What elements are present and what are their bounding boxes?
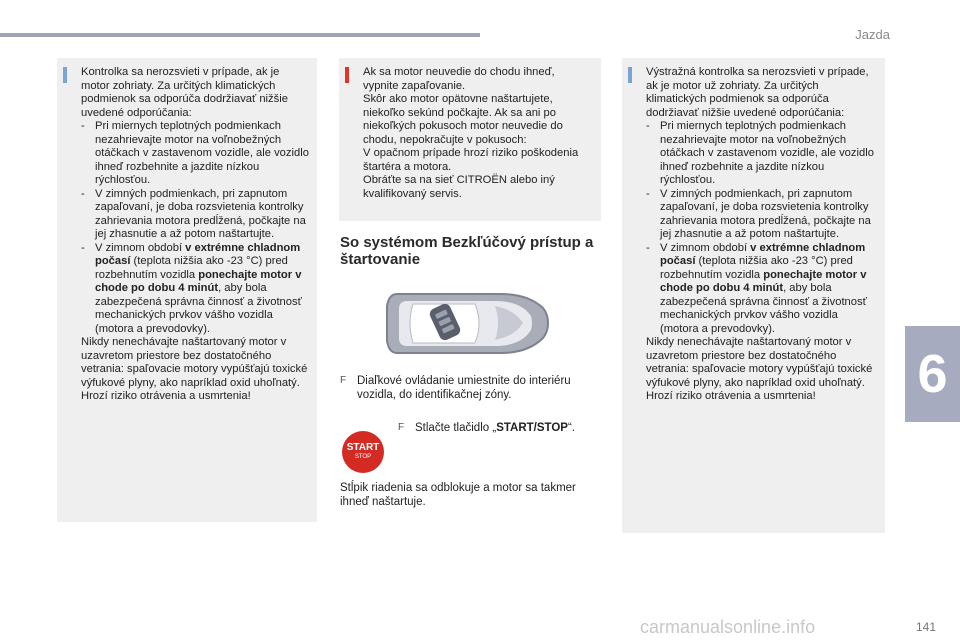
info-intro: Výstražná kontrolka sa nerozsvieti v prípade, ak je motor už zohriaty. Za určitých klimatických podmienok sa odporúča dodržiavať nižšie uvedené odporúčania: bbox=[646, 66, 869, 119]
list-item: - V zimných podmienkach, pri zapnutom zapaľovaní, je doba rozsvietenia kontrolky zahrievania motora predĺžená, počkajte na jej zhasnutie a až potom naštartujte. bbox=[646, 188, 877, 242]
info-box-left bbox=[57, 58, 317, 522]
watermark: carmanualsonline.info bbox=[640, 617, 816, 637]
step-remote bbox=[340, 374, 598, 402]
list-item: - V zimnom období v extrémne chladnom počasí (teplota nižšia ako -23 °C) pred rozbehnutím vozidla ponechajte motor v chode po dobu 4 minút, aby bola zabezpečená správna činnosť a životnosť mechanických prvkov vášho vozidla (motora a prevodovky). bbox=[81, 242, 309, 337]
info-intro: Kontrolka sa nerozsvieti v prípade, ak je motor zohriaty. Za určitých klimatických podmienok sa odporúča dodržiavať nižšie uvedené odporúčania: bbox=[81, 66, 288, 119]
warning-line: Obráťte sa na sieť CITROËN alebo iný kvalifikovaný servis. bbox=[363, 174, 555, 200]
page-number: 141 bbox=[915, 620, 936, 634]
section-title-header: Jazda bbox=[855, 27, 890, 42]
step-text: Diaľkové ovládanie umiestnite do interiéru vozidla, do identifikačnej zóny. bbox=[357, 375, 571, 401]
info-box-right-text bbox=[646, 66, 877, 404]
step-text: Stlačte tlačidlo „START/STOP“. bbox=[415, 422, 575, 434]
chapter-tab: 6 bbox=[905, 326, 960, 422]
step-press-button bbox=[398, 421, 598, 435]
step-marker-icon: F bbox=[340, 375, 347, 386]
info-bar-icon bbox=[628, 67, 632, 83]
warning-line: Ak sa motor neuvedie do chodu ihneď, vypnite zapaľovanie. bbox=[363, 66, 555, 92]
list-item: - V zimnom období v extrémne chladnom počasí (teplota nižšia ako -23 °C) pred rozbehnutím vozidla ponechajte motor v chode po dobu 4 minút, aby bola zabezpečená správna činnosť a životnosť mechanických prvkov vášho vozidla (motora a prevodovky). bbox=[646, 242, 877, 337]
warning-line: V opačnom prípade hrozí riziko poškodenia štartéra a motora. bbox=[363, 147, 579, 173]
warning-bar-icon bbox=[345, 67, 349, 83]
result-text: Stĺpik riadenia sa odblokuje a motor sa takmer ihneď naštartuje. bbox=[340, 482, 576, 508]
car-with-key-icon bbox=[383, 286, 551, 361]
info-box-left-text bbox=[81, 66, 309, 404]
warning-box bbox=[339, 58, 601, 221]
info-outro: Nikdy nenechávajte naštartovaný motor v uzavretom priestore bez dostatočného vetrania: spaľovacie motory vypúšťajú toxické výfukové plyny, ako napríklad oxid uhoľnatý. Hrozí riziko otrávenia a usmrtenia! bbox=[81, 336, 308, 402]
start-stop-button-icon: START STOP bbox=[342, 431, 384, 473]
header-accent-bar bbox=[0, 33, 480, 37]
list-item: - Pri miernych teplotných podmienkach nezahrievajte motor na voľnobežných otáčkach v zastavenom vozidle, ale vozidlo ihneď rozbehnite a jazdite nízkou rýchlosťou. bbox=[81, 120, 309, 188]
info-list bbox=[646, 120, 877, 336]
info-bar-icon bbox=[63, 67, 67, 83]
info-outro: Nikdy nenechávajte naštartovaný motor v uzavretom priestore bez dostatočného vetrania: spaľovacie motory vypúšťajú toxické výfukové plyny, ako napríklad oxid uhoľnatý. Hrozí riziko otrávenia a usmrtenia! bbox=[646, 336, 873, 402]
list-item: - V zimných podmienkach, pri zapnutom zapaľovaní, je doba rozsvietenia kontrolky zahrievania motora predĺžená, počkajte na jej zhasnutie a až potom naštartujte. bbox=[81, 188, 309, 242]
step-marker-icon: F bbox=[398, 422, 405, 433]
warning-box-text bbox=[363, 66, 593, 201]
info-box-right bbox=[622, 58, 885, 533]
warning-line: Skôr ako motor opätovne naštartujete, niekoľko sekúnd počkajte. Ak sa ani po niekoľkých pokusoch motor neuvedie do chodu, nepokračujte v pokusoch: bbox=[363, 93, 563, 146]
info-list bbox=[81, 120, 309, 336]
list-item: - Pri miernych teplotných podmienkach nezahrievajte motor na voľnobežných otáčkach v zastavenom vozidle, ale vozidlo ihneď rozbehnite a jazdite nízkou rýchlosťou. bbox=[646, 120, 877, 188]
section-heading: So systémom Bezkľúčový prístup a štartovanie bbox=[340, 234, 594, 268]
